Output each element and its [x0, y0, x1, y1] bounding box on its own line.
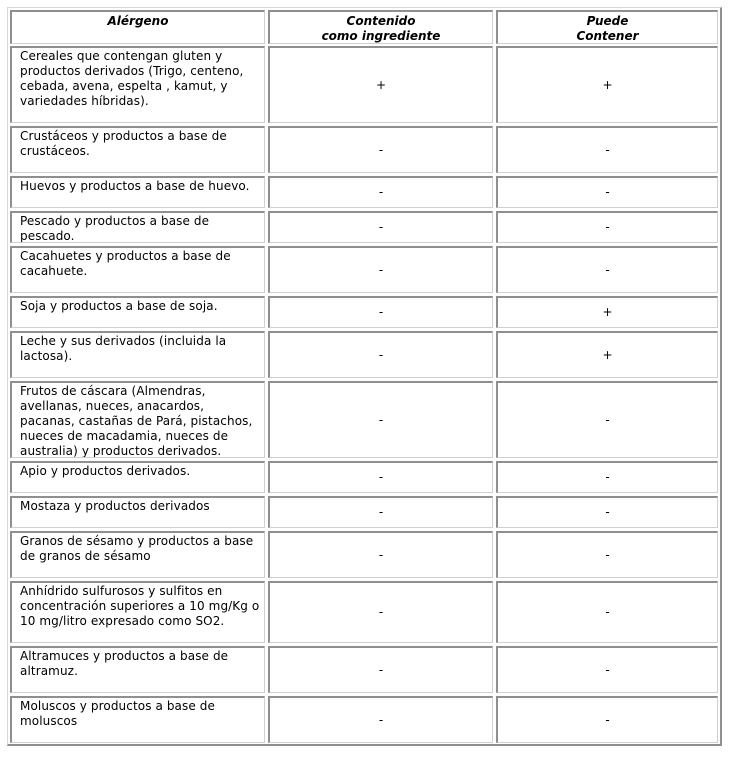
- contains-cell: [268, 646, 493, 693]
- allergen-name: Altramuces y productos a base de altramuz.: [20, 649, 229, 678]
- may-contain-cell: [496, 461, 718, 493]
- contains-cell: [268, 46, 493, 123]
- contains-cell: [268, 581, 493, 643]
- allergen-name-cell: [10, 531, 265, 578]
- contains-cell: [268, 331, 493, 378]
- contains-value: -: [378, 547, 384, 562]
- may-contain-value: -: [605, 185, 610, 199]
- contains-value: +: [375, 77, 387, 92]
- contains-value: -: [378, 262, 384, 277]
- allergen-name: Anhídrido sulfurosos y sulfitos en concentración superiores a 10 mg/Kg o 10 mg/litro expresado como SO2.: [20, 584, 260, 628]
- allergen-name-cell: [10, 211, 265, 243]
- header-contains-cell: [268, 10, 493, 44]
- allergen-name: Pescado y productos a base de pescado.: [20, 214, 210, 243]
- contains-value: -: [378, 505, 384, 519]
- contains-value: -: [378, 305, 384, 319]
- header-may-contain-cell: [496, 10, 718, 44]
- contains-cell: [268, 696, 493, 743]
- header-allergen-cell: [10, 10, 265, 44]
- may-contain-value: -: [605, 412, 610, 427]
- may-contain-value: -: [605, 712, 610, 727]
- may-contain-value: +: [602, 347, 613, 362]
- may-contain-cell: [496, 496, 718, 528]
- contains-cell: [268, 126, 493, 173]
- may-contain-value: +: [602, 77, 613, 92]
- allergen-name: Apio y productos derivados.: [20, 464, 191, 478]
- allergen-name: Cacahuetes y productos a base de cacahuete.: [20, 249, 231, 278]
- allergen-name: Frutos de cáscara (Almendras, avellanas, nueces, anacardos, pacanas, castañas de Pará, pistachos, nueces de macadamia, nueces de australia) y productos derivados.: [20, 384, 253, 458]
- contains-value: -: [378, 712, 384, 727]
- header-allergen: Alérgeno: [107, 14, 169, 28]
- contains-cell: [268, 211, 493, 243]
- allergen-name-cell: [10, 696, 265, 743]
- allergen-name-cell: [10, 646, 265, 693]
- may-contain-value: -: [605, 547, 610, 562]
- allergen-name-cell: [10, 461, 265, 493]
- contains-value: -: [378, 347, 384, 362]
- allergen-name-cell: [10, 296, 265, 328]
- may-contain-cell: [496, 296, 718, 328]
- allergen-name-cell: [10, 126, 265, 173]
- contains-cell: [268, 531, 493, 578]
- may-contain-value: -: [605, 142, 610, 157]
- may-contain-cell: [496, 646, 718, 693]
- allergen-name-cell: [10, 496, 265, 528]
- allergen-name-cell: [10, 246, 265, 293]
- allergen-name: Cereales que contengan gluten y productos derivados (Trigo, centeno, cebada, avena, espelta , kamut, y variedades híbridas).: [20, 49, 244, 108]
- may-contain-cell: [496, 696, 718, 743]
- contains-cell: [268, 496, 493, 528]
- may-contain-cell: [496, 176, 718, 208]
- may-contain-cell: [496, 331, 718, 378]
- header-contains: Contenido como ingrediente: [321, 14, 441, 43]
- allergen-name-cell: [10, 581, 265, 643]
- allergen-name: Leche y sus derivados (incluida la lactosa).: [20, 334, 227, 363]
- may-contain-cell: [496, 581, 718, 643]
- may-contain-cell: [496, 381, 718, 458]
- may-contain-value: -: [605, 470, 610, 484]
- contains-value: -: [378, 142, 384, 157]
- allergen-name-cell: [10, 381, 265, 458]
- allergen-name: Huevos y productos a base de huevo.: [20, 179, 250, 193]
- may-contain-cell: [496, 211, 718, 243]
- allergen-name: Mostaza y productos derivados: [20, 499, 210, 513]
- may-contain-cell: [496, 126, 718, 173]
- contains-value: -: [378, 470, 384, 484]
- allergen-name: Granos de sésamo y productos a base de granos de sésamo: [20, 534, 254, 563]
- may-contain-value: -: [605, 662, 610, 677]
- allergen-name: Soja y productos a base de soja.: [20, 299, 218, 313]
- contains-cell: [268, 176, 493, 208]
- may-contain-cell: [496, 46, 718, 123]
- contains-value: -: [378, 185, 384, 199]
- contains-cell: [268, 381, 493, 458]
- contains-value: -: [378, 412, 384, 427]
- contains-cell: [268, 246, 493, 293]
- contains-value: -: [378, 662, 384, 677]
- contains-cell: [268, 296, 493, 328]
- may-contain-cell: [496, 531, 718, 578]
- contains-value: -: [378, 220, 384, 234]
- header-may-contain: Puede Contener: [576, 14, 639, 43]
- may-contain-cell: [496, 246, 718, 293]
- allergen-name: Crustáceos y productos a base de crustáceos.: [20, 129, 227, 158]
- may-contain-value: -: [605, 505, 610, 519]
- may-contain-value: -: [605, 262, 610, 277]
- allergen-name-cell: [10, 331, 265, 378]
- contains-value: -: [378, 605, 384, 619]
- contains-cell: [268, 461, 493, 493]
- may-contain-value: -: [605, 220, 610, 234]
- may-contain-value: +: [602, 305, 613, 319]
- allergen-name: Moluscos y productos a base de moluscos: [20, 699, 215, 728]
- allergen-name-cell: [10, 46, 265, 123]
- may-contain-value: -: [605, 605, 610, 619]
- allergen-name-cell: [10, 176, 265, 208]
